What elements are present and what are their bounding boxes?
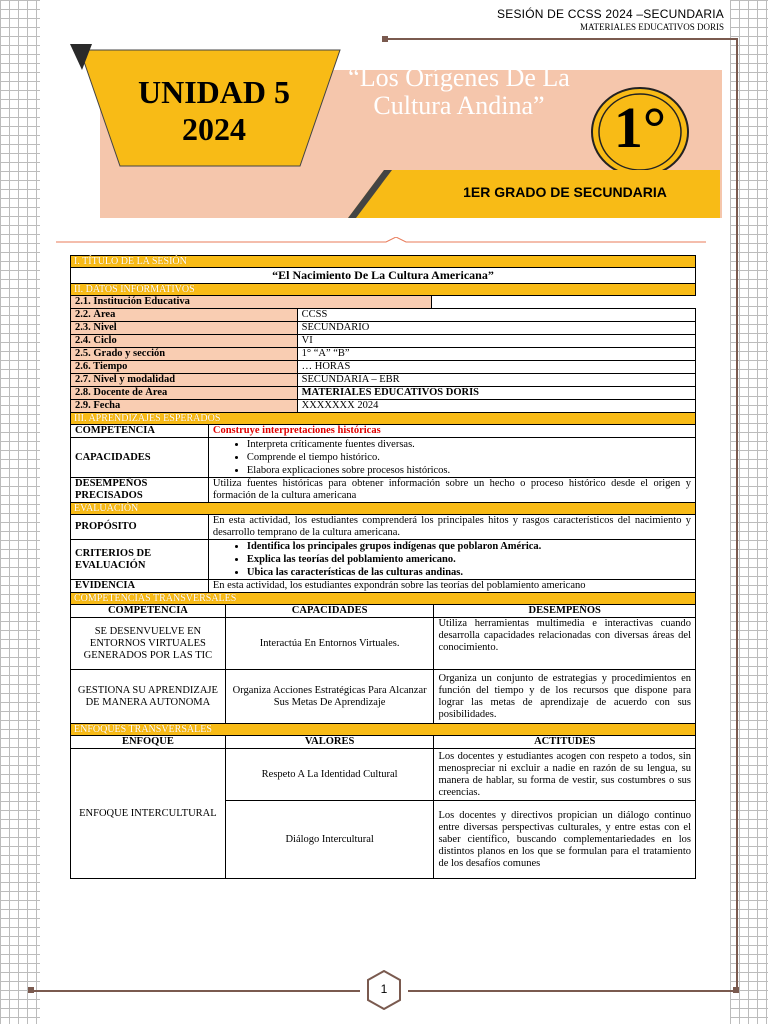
right-border-rule	[736, 38, 738, 988]
info-row	[71, 361, 696, 374]
info-row	[71, 348, 696, 361]
ct-header: COMPETENCIA	[71, 605, 226, 618]
info-label: 2.5. Grado y sección	[71, 348, 298, 361]
info-label: 2.3. Nivel	[71, 322, 298, 335]
et-enfoque: ENFOQUE INTERCULTURAL	[71, 749, 226, 879]
footer-rule-right	[408, 990, 738, 992]
info-label: 2.4. Ciclo	[71, 335, 298, 348]
info-value: … HORAS	[297, 361, 695, 374]
proposito-label: PROPÓSITO	[71, 515, 209, 540]
criterios-label-line: CRITERIOS DE	[75, 547, 152, 559]
info-value: CCSS	[297, 309, 695, 322]
ct-competencia: GESTIONA SU APRENDIZAJE DE MANERA AUTONOMA	[71, 670, 226, 724]
ct-competencia: SE DESENVUELVE EN ENTORNOS VIRTUALES GENERADOS POR LAS TIC	[71, 618, 226, 670]
ct-desempeno: Utiliza herramientas multimedia e interactivas cuando desarrolla capacidades relacionadas con diversas áreas del conocimiento.	[434, 618, 696, 670]
et-actitud: Los docentes y directivos propician un diálogo continuo entre diversas perspectivas culturales, y entre estas con el saber científico, buscando complementariedades en los distintos planos en los que se formulan para el tratamiento de los desafíos comunes	[434, 801, 696, 879]
rule-square	[733, 987, 739, 993]
desempenos-label-line: PRECISADOS	[75, 490, 143, 501]
session-table	[70, 255, 696, 309]
page-number-badge	[365, 970, 403, 1010]
info-value: XXXXXXX 2024	[297, 400, 695, 413]
info-value: SECUNDARIA – EBR	[297, 374, 695, 387]
desempenos-label	[71, 478, 209, 503]
header-title: SESIÓN DE CCSS 2024 –SECUNDARIA	[497, 7, 724, 21]
info-row	[71, 296, 696, 309]
criterio-item: • Ubica las características de las culturas andinas.	[247, 566, 691, 579]
session-document	[70, 255, 696, 879]
ct-header: CAPACIDADES	[225, 605, 434, 618]
et-row	[71, 749, 696, 801]
info-label: 2.8. Docente de Área	[71, 387, 298, 400]
info-row	[71, 400, 696, 413]
competencia-label: COMPETENCIA	[71, 425, 209, 438]
criterios-list	[208, 540, 695, 580]
rule-square	[28, 987, 34, 993]
et-valor: Respeto A La Identidad Cultural	[225, 749, 434, 801]
info-value: MATERIALES EDUCATIVOS DORIS	[297, 387, 695, 400]
ct-row	[71, 670, 696, 724]
et-valor: Diálogo Intercultural	[225, 801, 434, 879]
learning-table	[70, 412, 696, 593]
proposito-value: En esta actividad, los estudiantes comprenderá los principales hitos y rasgos característicos del nacimiento y desarrollo temprano de la cultura americana.	[208, 515, 695, 540]
info-value: 1° “A” “B”	[297, 348, 695, 361]
info-label: 2.9. Fecha	[71, 400, 298, 413]
competencias-transversales-table	[70, 592, 696, 879]
et-actitud: Los docentes y estudiantes acogen con respeto a todos, sin menospreciar ni excluir a nadie en razón de su lengua, su manera de hablar, su forma de vestir, sus costumbres o sus creencias.	[434, 749, 696, 801]
rule-square	[382, 36, 388, 42]
et-header: ENFOQUE	[71, 736, 226, 749]
evidencia-label: EVIDENCIA	[71, 580, 209, 593]
capacidad-item: • Interpreta críticamente fuentes diversas.	[247, 438, 691, 451]
competencia-value: Construye interpretaciones históricas	[208, 425, 695, 438]
section-ct-heading: COMPETENCIAS TRANSVERSALES	[71, 593, 696, 605]
et-header: ACTITUDES	[434, 736, 696, 749]
info-row	[71, 335, 696, 348]
page-number: 1	[380, 982, 388, 996]
info-label: 2.6. Tiempo	[71, 361, 298, 374]
info-label: 2.7. Nivel y modalidad	[71, 374, 298, 387]
ct-desempeno: Organiza un conjunto de estrategias y procedimientos en función del tiempo y de los recursos que dispone para lograr las metas de aprendizaje de acuerdo con sus posibilidades.	[434, 670, 696, 724]
unit-number: UNIDAD 5	[138, 74, 290, 110]
unit-year: 2024	[182, 111, 246, 147]
section-learning-heading: III. APRENDIZAJES ESPERADOS	[71, 413, 696, 425]
desempenos-value: Utiliza fuentes históricas para obtener información sobre un hecho o proceso histórico desde el origen y formación de la cultura americana	[208, 478, 695, 503]
info-row	[71, 374, 696, 387]
section-info-heading: II. DATOS INFORMATIVOS	[71, 284, 696, 296]
capacidades-list	[208, 438, 695, 478]
grade-label: 1ER GRADO DE SECUNDARIA	[463, 184, 667, 200]
desempenos-label-line: DESEMPEÑOS	[75, 478, 148, 489]
ct-capacidad: Interactúa En Entornos Virtuales.	[225, 618, 434, 670]
capacidad-item: • Comprende el tiempo histórico.	[247, 451, 691, 464]
page-header	[497, 7, 724, 32]
info-label: 2.2. Área	[71, 309, 298, 322]
info-row	[71, 309, 696, 322]
capacidades-label: CAPACIDADES	[71, 438, 209, 478]
header-rule	[386, 38, 738, 40]
unit-title: “Los Orígenes De La Cultura Andina”	[348, 63, 570, 120]
capacidad-item: • Elabora explicaciones sobre procesos históricos.	[247, 464, 691, 477]
decorative-divider	[56, 237, 706, 247]
unit-label	[124, 74, 304, 148]
info-row	[71, 387, 696, 400]
footer-rule-left	[30, 990, 360, 992]
evidencia-value: En esta actividad, los estudiantes expondrán sobre las teorías del poblamiento americano	[208, 580, 695, 593]
ct-header: DESEMPEÑOS	[434, 605, 696, 618]
grade-number: 1°	[613, 95, 667, 160]
info-table	[70, 308, 696, 413]
header-subtitle: MATERIALES EDUCATIVOS DORIS	[579, 22, 724, 32]
et-header: VALORES	[225, 736, 434, 749]
criterios-label	[71, 540, 209, 580]
section-et-heading: ENFOQUES TRANSVERSALES	[71, 724, 696, 736]
criterios-label-line: EVALUACIÓN	[75, 559, 146, 571]
section-title-heading: I. TÍTULO DE LA SESIÓN	[71, 256, 696, 268]
info-value: SECUNDARIO	[297, 322, 695, 335]
grid-margin-left	[0, 0, 40, 1024]
ct-row	[71, 618, 696, 670]
criterio-item: • Explica las teorías del poblamiento americano.	[247, 553, 691, 566]
grade-circle	[588, 84, 692, 180]
session-title: “El Nacimiento De La Cultura Americana”	[71, 268, 696, 284]
ct-capacidad: Organiza Acciones Estratégicas Para Alcanzar Sus Metas De Aprendizaje	[225, 670, 434, 724]
section-evaluation-heading: EVALUACIÓN	[71, 503, 696, 515]
info-label: 2.1. Institución Educativa	[71, 296, 432, 309]
info-value: VI	[297, 335, 695, 348]
criterio-item: • Identifica los principales grupos indígenas que poblaron América.	[247, 540, 691, 553]
info-row	[71, 322, 696, 335]
